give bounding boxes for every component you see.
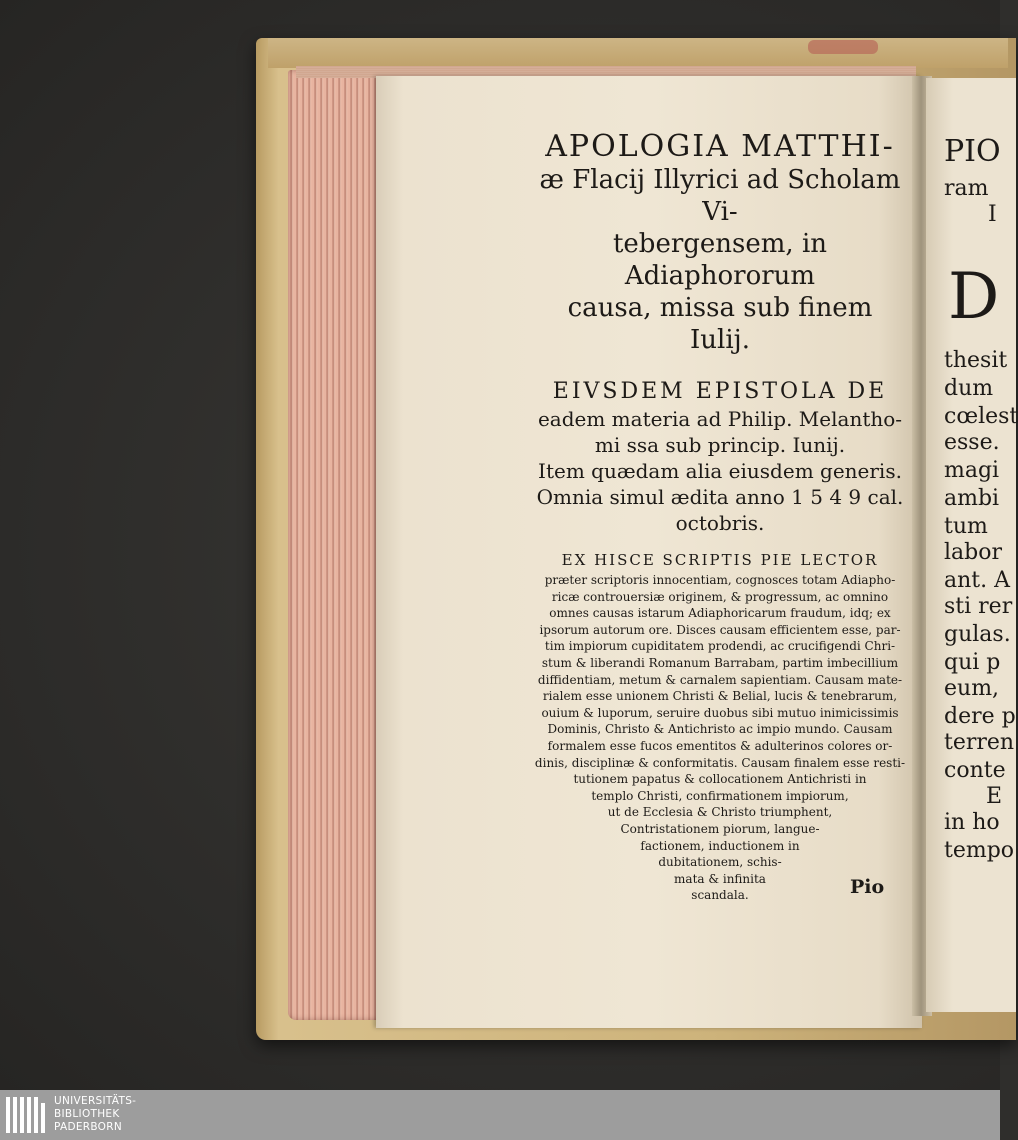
body-line: ipsorum autorum ore. Disces causam efficientem esse, par- <box>539 622 901 637</box>
book-cover-top-edge <box>268 38 1008 68</box>
body-line: stum & liberandi Romanum Barrabam, partim imbecillium <box>541 655 899 670</box>
right-page-fragment: I <box>988 202 997 227</box>
body-line: Dominis, Christo & Antichristo ac impio mundo. Causam <box>547 722 893 737</box>
right-page-fragment: ram <box>944 176 989 201</box>
footer-bar <box>0 1090 1000 1140</box>
body-line: mata & infinita <box>674 871 766 886</box>
title-line: Iulij. <box>690 325 750 355</box>
right-page-fragment: tempo <box>944 838 1015 863</box>
right-page-fragment: esse. <box>944 430 1000 455</box>
right-page-fragment: PIO <box>944 134 1001 169</box>
right-page-fragment: magi <box>944 458 1000 483</box>
right-page-fragment: eum, <box>944 676 1000 701</box>
library-name-line: PADERBORN <box>54 1121 122 1133</box>
section-heading: EX HISCE SCRIPTIS PIE LECTOR <box>561 551 879 569</box>
library-name <box>54 1095 136 1134</box>
body-line: ut de Ecclesia & Christo triumphent, <box>607 805 833 820</box>
right-page-initial: D <box>948 260 1000 334</box>
right-page-fragment: qui p <box>944 650 1001 675</box>
right-page-fragment: sti rer <box>944 594 1013 619</box>
body-line: scandala. <box>691 888 749 903</box>
title-line: tebergensem, in Adiaphororum <box>612 229 828 291</box>
body-line: dubitationem, schis- <box>658 855 782 870</box>
right-page-fragment: thesit <box>944 348 1008 373</box>
epistola-line: octobris. <box>675 511 765 535</box>
right-page-fragment: gulas. <box>944 622 1011 647</box>
library-name-line: BIBLIOTHEK <box>54 1108 120 1120</box>
body-line: tim impiorum cupiditatem prodendi, ac crucifigendi Chri- <box>544 639 896 654</box>
library-logo-icon <box>4 1093 48 1137</box>
right-page-fragment: tum <box>944 514 988 539</box>
right-page-fragment: cœlest <box>944 404 1018 429</box>
body-line: rialem esse unionem Christi & Belial, lucis & tenebrarum, <box>542 689 898 704</box>
epistola-line: Omnia simul ædita anno 1 5 4 9 cal. <box>536 485 904 509</box>
right-page <box>926 78 1016 1012</box>
epistola-line: Item quædam alia eiusdem generis. <box>538 459 902 483</box>
body-line: factionem, inductionem in <box>640 838 800 853</box>
right-page-fragment: ant. A <box>944 568 1010 593</box>
body-line: omnes causas istarum Adiaphoricarum fraudum, idq; ex <box>549 606 891 621</box>
red-stain <box>808 40 878 54</box>
body-line: dinis, disciplinæ & conformitatis. Causam finalem esse resti- <box>534 755 906 770</box>
epistola-heading: EIVSDEM EPISTOLA DE <box>552 379 888 404</box>
body-line: ricæ controuersiæ originem, & progressum, ac omnino <box>551 589 889 604</box>
body-line: diffidentiam, metum & carnalem sapientiam. Causam mate- <box>537 672 903 687</box>
body-line: formalem esse fucos ementitos & adulterinos colores or- <box>547 738 893 753</box>
body-line: præter scriptoris innocentiam, cognosces totam Adiapho- <box>544 573 896 587</box>
right-page-fragment: terren <box>944 730 1015 755</box>
right-page-fragment: labor <box>944 540 1002 565</box>
body-line: tutionem papatus & collocationem Antichristi in <box>573 772 867 787</box>
catchword: Pio <box>850 876 885 898</box>
body-line: Contristationem piorum, langue- <box>620 821 820 836</box>
epistola-line: eadem materia ad Philip. Melantho- <box>537 407 903 431</box>
page-edges <box>288 70 380 1020</box>
right-page-fragment: in ho <box>944 810 1000 835</box>
body-line: templo Christi, confirmationem impiorum, <box>591 788 849 803</box>
right-page-fragment: conte <box>944 758 1006 783</box>
library-name-line: UNIVERSITÄTS- <box>54 1095 137 1107</box>
right-page-fragment: E <box>986 784 1003 809</box>
body-line: ouium & luporum, seruire duobus sibi mutuo inimicissimis <box>541 705 899 720</box>
right-page-fragment: dum <box>944 376 994 401</box>
right-page-fragment: ambi <box>944 486 1000 511</box>
right-page-fragment: dere p <box>944 704 1016 729</box>
epistola-line: mi ssa sub princip. Iunij. <box>594 433 846 457</box>
title-line: causa, missa sub finem <box>567 293 873 323</box>
title-line: æ Flacij Illyrici ad Scholam Vi- <box>539 165 901 227</box>
left-page-text <box>520 130 920 904</box>
title-line: APOLOGIA MATTHI- <box>545 129 895 164</box>
